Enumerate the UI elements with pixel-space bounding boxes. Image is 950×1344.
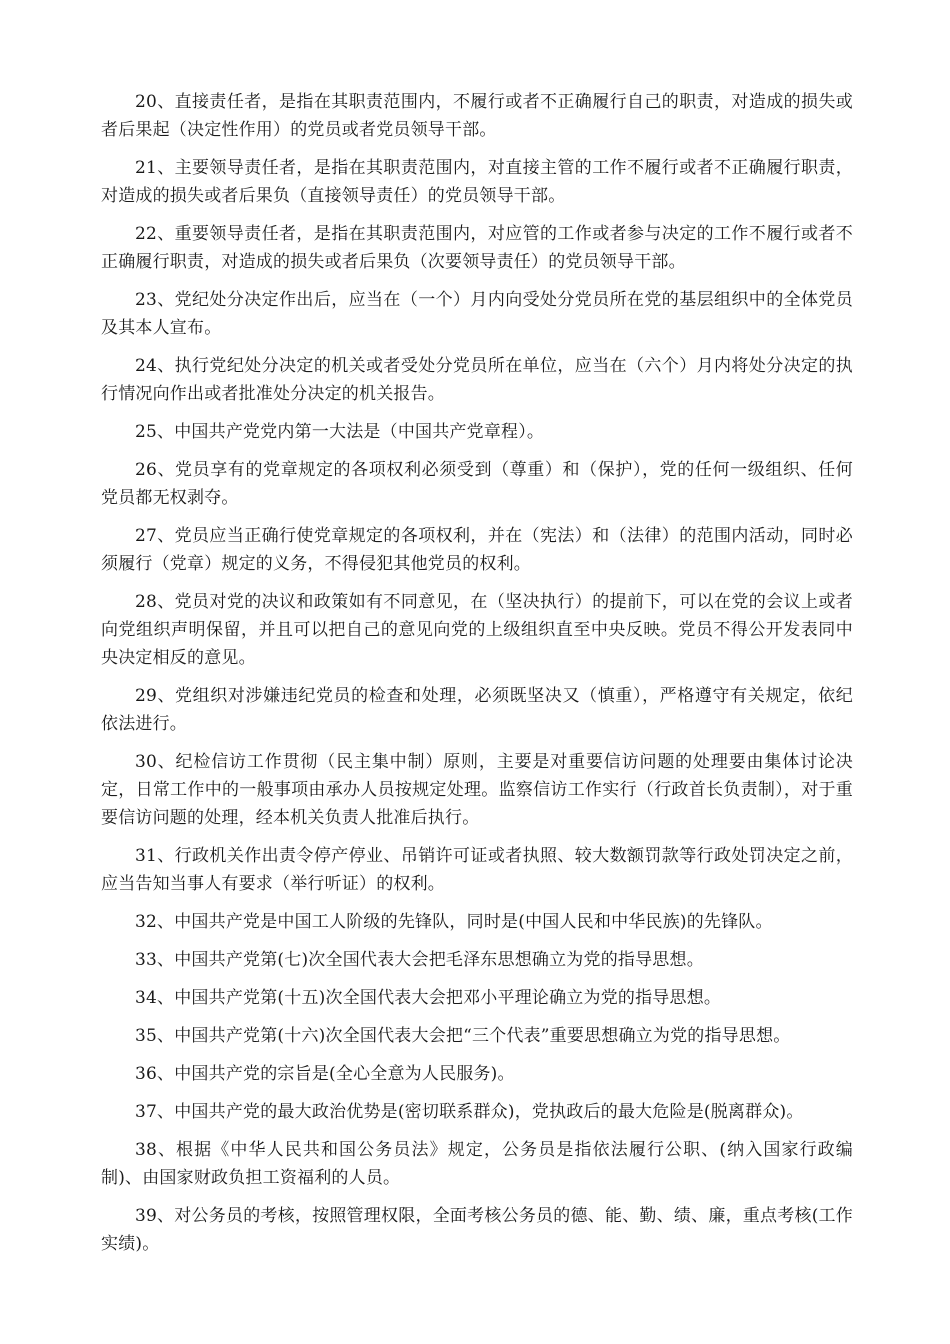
paragraph-22: 22、重要领导责任者，是指在其职责范围内，对应管的工作或者参与决定的工作不履行或者不正确履行职责，对造成的损失或者后果负（次要领导责任）的党员领导干部。: [101, 224, 853, 272]
paragraph-24: 24、执行党纪处分决定的机关或者受处分党员所在单位，应当在（六个）月内将处分决定的执行情况向作出或者批准处分决定的机关报告。: [101, 356, 853, 404]
paragraph-30: 30、纪检信访工作贯彻（民主集中制）原则，主要是对重要信访问题的处理要由集体讨论决定，日常工作中的一般事项由承办人员按规定处理。监察信访工作实行（行政首长负责制），对于重要信访问题的处理，经本机关负责人批准后执行。: [101, 752, 853, 828]
paragraph-36: 36、中国共产党的宗旨是(全心全意为人民服务)。: [135, 1064, 515, 1084]
document-body: [101, 88, 853, 1268]
paragraph-38: 38、根据《中华人民共和国公务员法》规定，公务员是指依法履行公职、(纳入国家行政编制)、由国家财政负担工资福利的人员。: [101, 1140, 853, 1188]
paragraph-29: 29、党组织对涉嫌违纪党员的检查和处理，必须既坚决又（慎重），严格遵守有关规定，依纪依法进行。: [101, 686, 853, 734]
paragraph-33: 33、中国共产党第(七)次全国代表大会把毛泽东思想确立为党的指导思想。: [135, 950, 704, 970]
paragraph-37: 37、中国共产党的最大政治优势是(密切联系群众)，党执政后的最大危险是(脱离群众)。: [135, 1102, 804, 1122]
paragraph-26: 26、党员享有的党章规定的各项权利必须受到（尊重）和（保护），党的任何一级组织、任何党员都无权剥夺。: [101, 460, 853, 508]
paragraph-20: 20、直接责任者，是指在其职责范围内，不履行或者不正确履行自己的职责，对造成的损失或者后果起（决定性作用）的党员或者党员领导干部。: [101, 92, 853, 140]
paragraph-39: 39、对公务员的考核，按照管理权限，全面考核公务员的德、能、勤、绩、廉，重点考核(工作实绩)。: [101, 1206, 853, 1254]
paragraph-31: 31、行政机关作出责令停产停业、吊销许可证或者执照、较大数额罚款等行政处罚决定之前，应当告知当事人有要求（举行听证）的权利。: [101, 846, 853, 894]
paragraph-25: 25、中国共产党党内第一大法是（中国共产党章程）。: [135, 422, 545, 442]
paragraph-28: 28、党员对党的决议和政策如有不同意见，在（坚决执行）的提前下，可以在党的会议上或者向党组织声明保留，并且可以把自己的意见向党的上级组织直至中央反映。党员不得公开发表同中央决定相反的意见。: [101, 592, 853, 668]
paragraph-21: 21、主要领导责任者，是指在其职责范围内，对直接主管的工作不履行或者不正确履行职责，对造成的损失或者后果负（直接领导责任）的党员领导干部。: [101, 158, 853, 206]
paragraph-32: 32、中国共产党是中国工人阶级的先锋队，同时是(中国人民和中华民族)的先锋队。: [135, 912, 773, 932]
paragraph-23: 23、党纪处分决定作出后，应当在（一个）月内向受处分党员所在党的基层组织中的全体党员及其本人宣布。: [101, 290, 853, 338]
paragraph-27: 27、党员应当正确行使党章规定的各项权利，并在（宪法）和（法律）的范围内活动，同时必须履行（党章）规定的义务，不得侵犯其他党员的权利。: [101, 526, 853, 574]
paragraph-34: 34、中国共产党第(十五)次全国代表大会把邓小平理论确立为党的指导思想。: [135, 988, 722, 1008]
paragraph-35: 35、中国共产党第(十六)次全国代表大会把“三个代表”重要思想确立为党的指导思想。: [135, 1026, 791, 1046]
